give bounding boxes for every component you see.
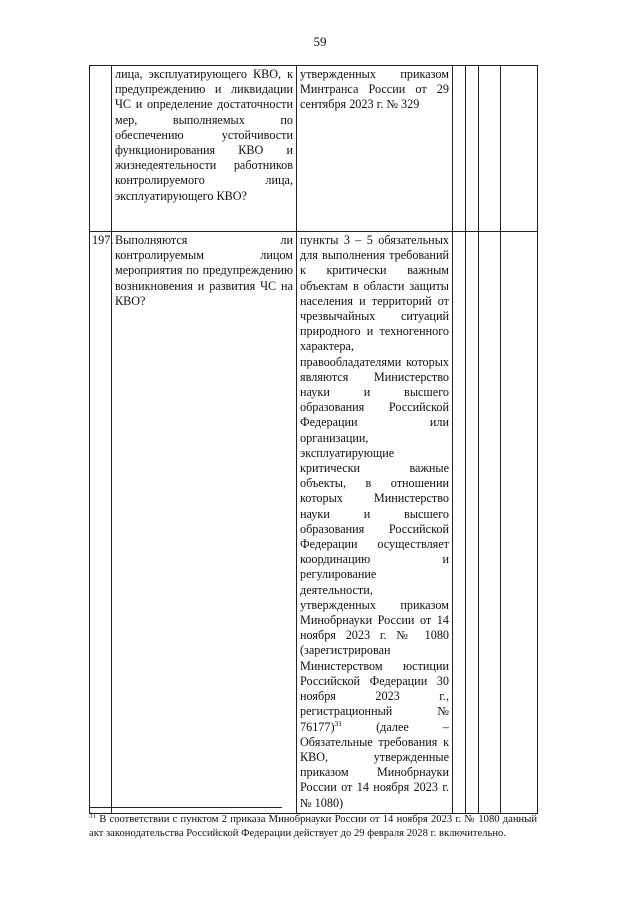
row-number-cell: 197. [90,232,112,814]
question-cell [112,232,297,814]
note-cell[interactable] [501,66,538,232]
requirements-table [89,65,538,814]
page-number: 59 [313,34,327,49]
reference-text-tail: (далее – Обязательные требования к КВО, утвержденные приказом Минобрнауки России от 14 ноября 2023 г. № 1080) [300,719,449,810]
footnote-separator [89,807,282,808]
answer-cell-yes[interactable] [453,232,466,814]
answer-cell-na[interactable] [479,232,501,814]
footnote-text: В соответствии с пунктом 2 приказа Минобрнауки России от 14 ноября 2023 г. № 1080 данный акт законодательства Российской Федерации действует до 29 февраля 2028 г. включительно. [89,814,537,839]
footnote [89,813,537,841]
reference-text-main: пункты 3 – 5 обязательных для выполнения требований к критически важным объектам в области защиты населения и территорий от чрезвычайных ситуаций природного и техногенного характера, правообладателями которых являются Министерство науки и высшего образования Российской Федерации или организации, эксплуатирующие критически важные объекты, в отношении которых Министерство науки и высшего образования Российской Федерации осуществляет координацию и регулирование деятельности, утвержденных приказом Минобрнауки России от 14 ноября 2023 г. № 1080 (зарегистрирован Министерством юстиции Российской Федерации 30 ноября 2023 г., регистрационный № 76177) [300,233,449,734]
answer-cell-na[interactable] [479,66,501,232]
reference-text: утвержденных приказом Минтранса России от 29 сентября 2023 г. № 329 [300,67,449,112]
reference-text [300,233,449,811]
footnote-reference-marker[interactable]: 31 [334,718,343,728]
answer-cell-yes[interactable] [453,66,466,232]
question-text: Выполняются ли контролируемым лицом мероприятия по предупреждению возникновения и развития ЧС на КВО? [115,233,293,308]
question-text: лица, эксплуатирующего КВО, к предупреждению и ликвидации ЧС и определение достаточности мер, выполняемых по обеспечению устойчивости функционирования КВО и жизнедеятельности работников контролируемого лица, эксплуатирующего КВО? [115,67,293,203]
table-row [90,66,538,232]
footnote-marker: 31 [89,811,96,820]
answer-cell-no[interactable] [466,232,479,814]
reference-cell [297,66,453,232]
reference-cell [297,232,453,814]
table-row [90,232,538,814]
note-cell[interactable] [501,232,538,814]
row-number-cell [90,66,112,232]
question-cell [112,66,297,232]
answer-cell-no[interactable] [466,66,479,232]
